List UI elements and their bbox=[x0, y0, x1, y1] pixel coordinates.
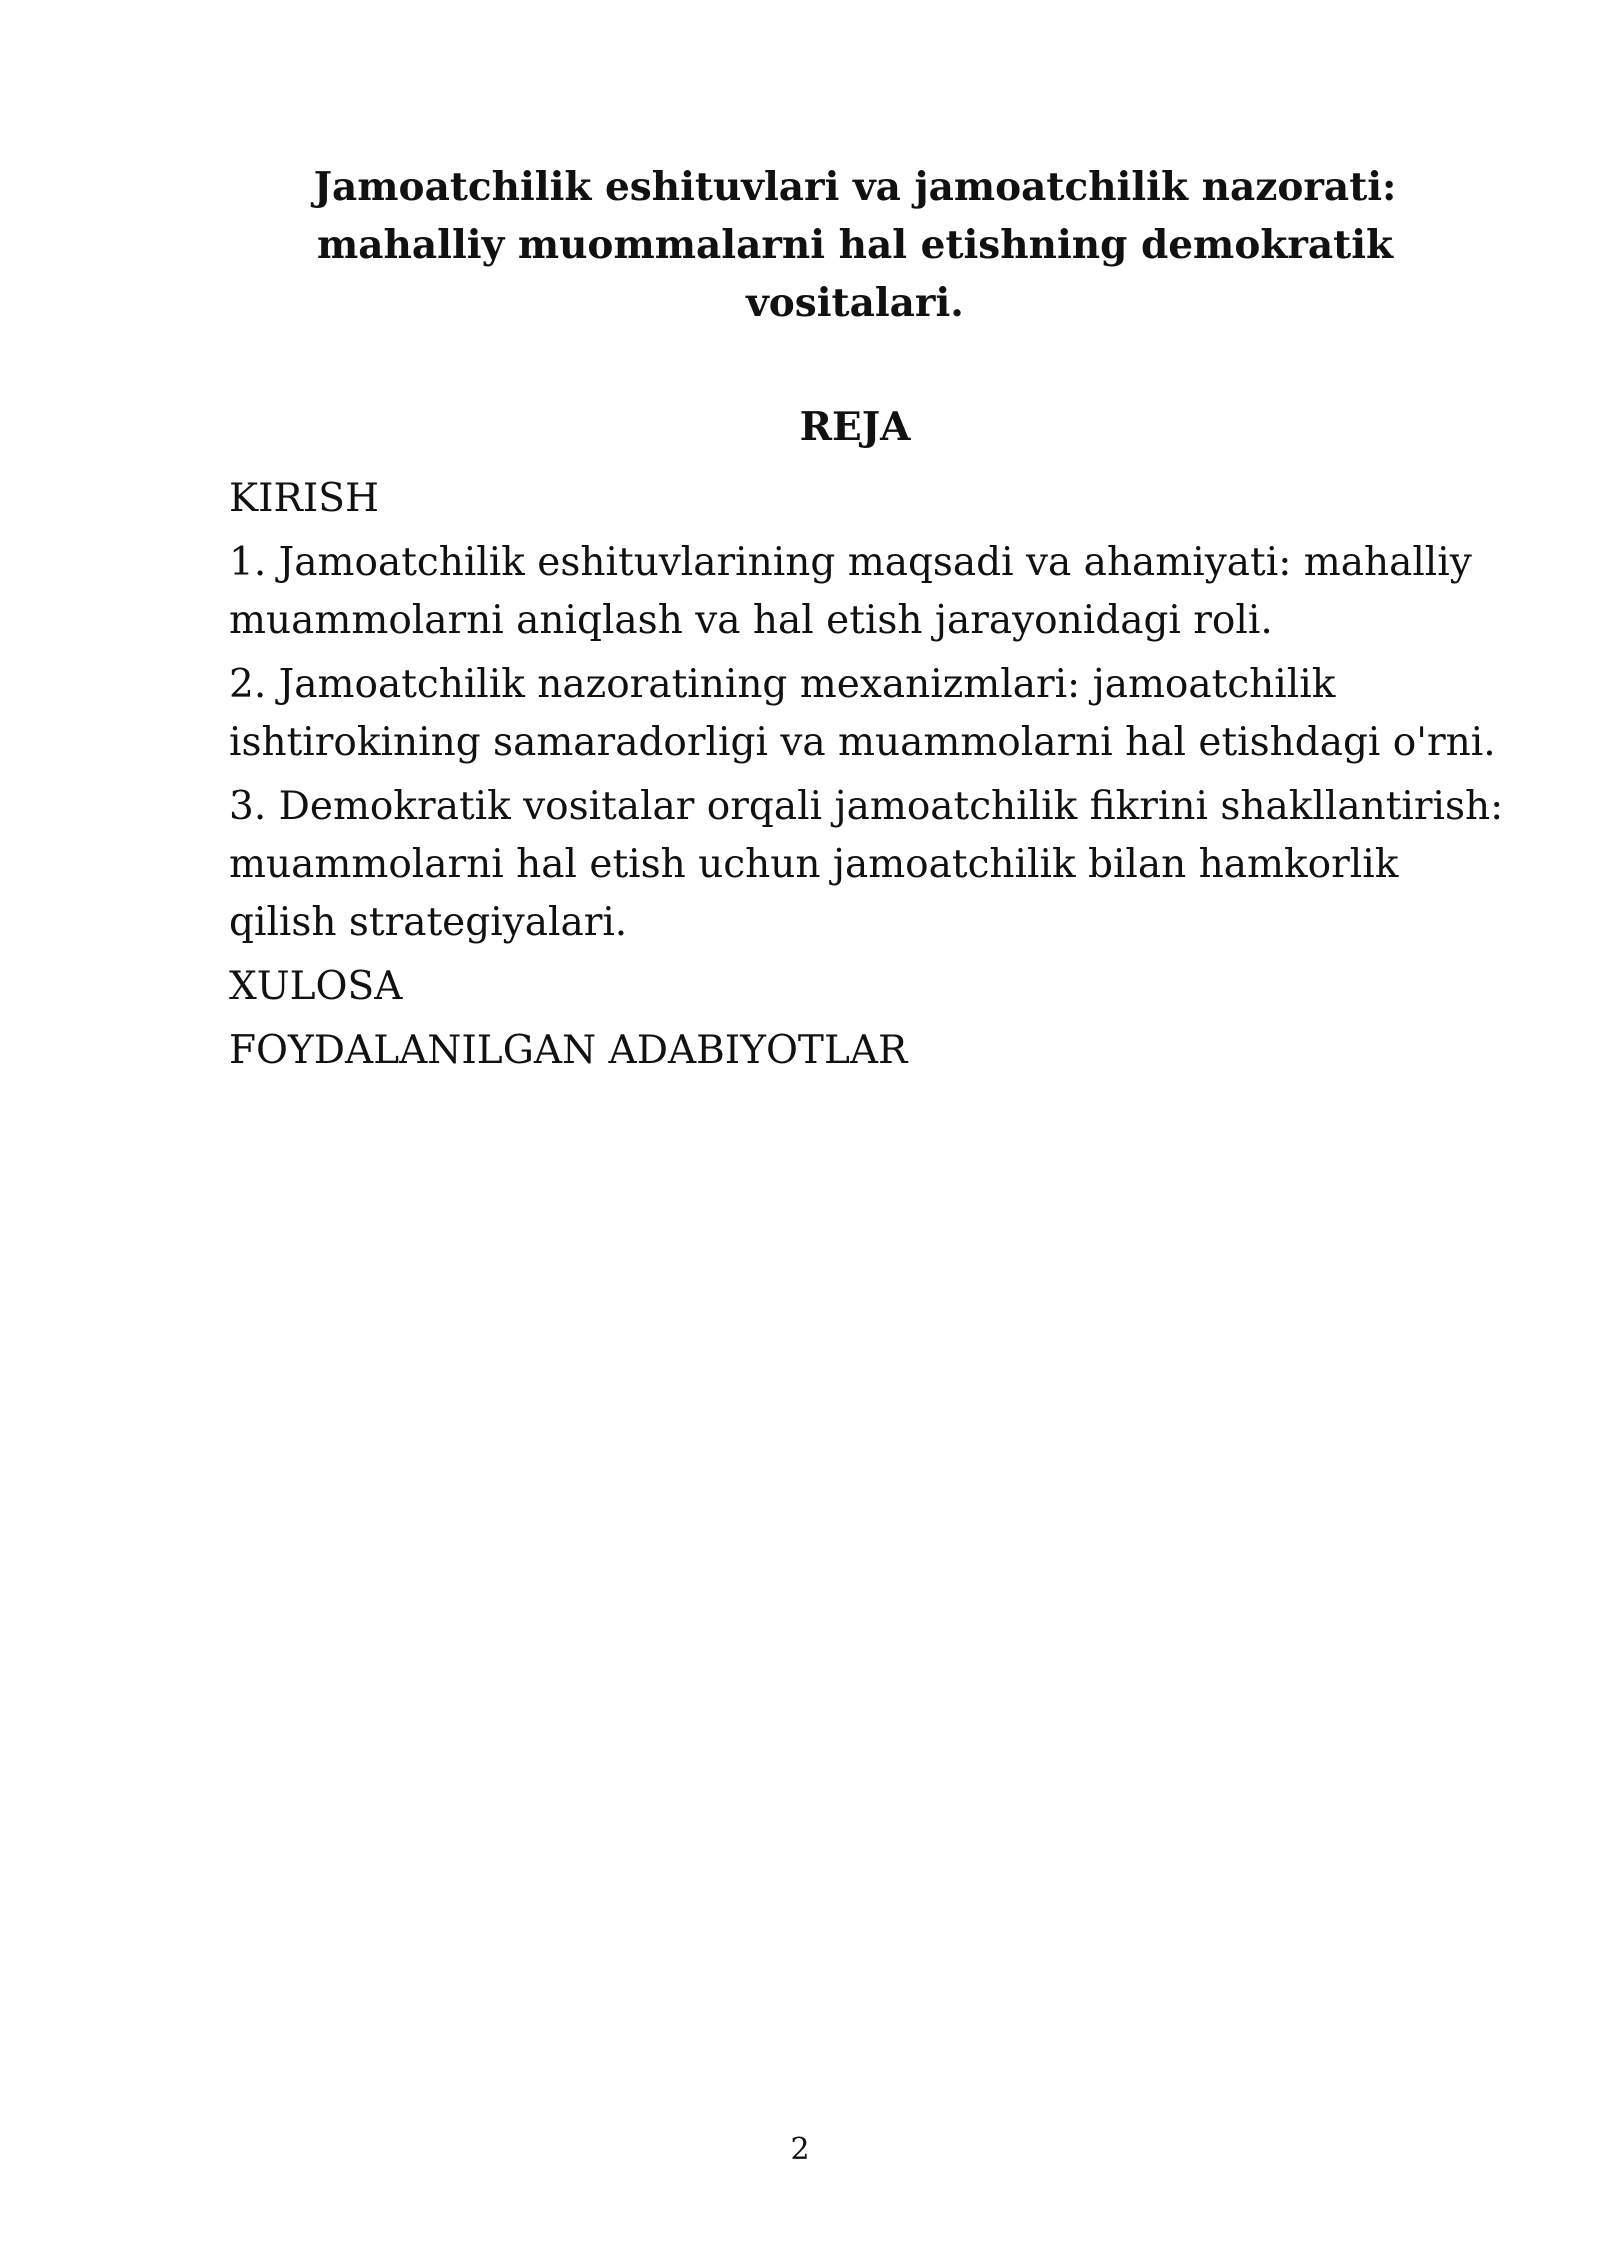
document-title: Jamoatchilik eshituvlari va jamoatchilik nazorati: mahalliy muommalarni hal etishning demokratik vositalari. bbox=[313, 164, 1397, 326]
page-number: 2 bbox=[790, 2132, 810, 2167]
toc-item-references: FOYDALANILGAN ADABIYOTLAR bbox=[229, 1028, 908, 1073]
plan-heading: REJA bbox=[799, 404, 911, 450]
toc-item-1: 1. Jamoatchilik eshituvlarining maqsadi va ahamiyati: mahalliy muammolarni aniqlash va hal etish jarayonidagi roli. bbox=[229, 540, 1472, 643]
toc-item-conclusion: XULOSA bbox=[229, 964, 403, 1009]
toc-item-2: 2. Jamoatchilik nazoratining mexanizmlari: jamoatchilik ishtirokining samaradorligi va muammolarni hal etishdagi o'rni. bbox=[229, 662, 1496, 765]
table-of-contents bbox=[229, 470, 1509, 1086]
toc-item-introduction: KIRISH bbox=[229, 476, 380, 521]
toc-item-3: 3. Demokratik vositalar orqali jamoatchilik fikrini shakllantirish: muammolarni hal etish uchun jamoatchilik bilan hamkorlik qilish strategiyalari. bbox=[229, 784, 1504, 945]
